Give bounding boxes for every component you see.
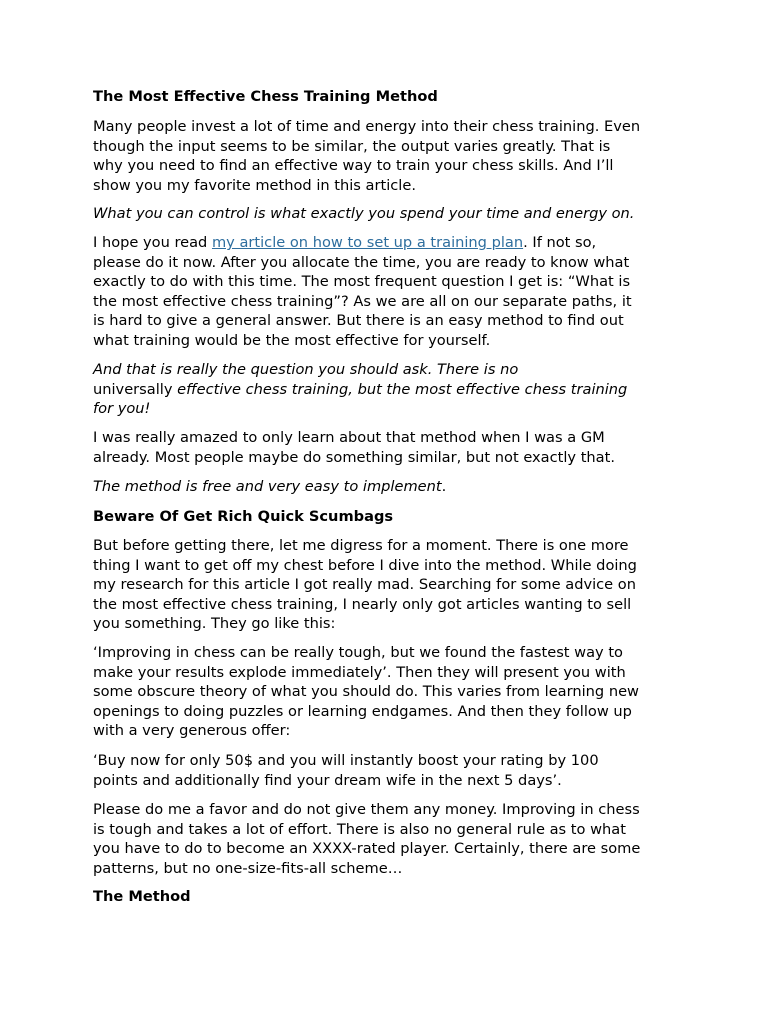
text-line: you have to do to become an XXXX-rated player. Certainly, there are some: [93, 840, 641, 858]
text-segment: effective chess training, but the most effective chess training: [172, 380, 628, 398]
text-line: Please do me a favor and do not give them any money. Improving in chess: [93, 801, 640, 818]
text-line: is tough and takes a lot of effort. There is also no general rule as to what: [93, 820, 626, 838]
text-line: points and additionally find your dream wife in the next 5 days’.: [93, 771, 562, 789]
text-line: Many people invest a lot of time and energy into their chess training. Even: [93, 118, 641, 135]
quote-paragraph: [93, 643, 683, 741]
text-segment: universally: [93, 380, 173, 398]
gm-paragraph: [93, 428, 683, 467]
text-line: is hard to give a general answer. But there is an easy method to find out: [93, 312, 624, 330]
text-line: the most effective chess training”? As we are all on our separate paths, it: [93, 292, 632, 310]
text-line: why you need to find an effective way to train your chess skills. And I’ll: [93, 157, 614, 175]
text-line: what training would be the most effective for yourself.: [93, 331, 491, 349]
text-line: some obscure theory of what you should do. This varies from learning new: [93, 683, 639, 701]
text-line: exactly to do with this time. The most frequent question I get is: “What is: [93, 273, 631, 291]
text-segment: I hope you read: [93, 234, 212, 251]
text-line: [93, 380, 683, 400]
text-line: you something. They go like this:: [93, 615, 336, 633]
digress-paragraph: [93, 536, 683, 634]
text-line: ‘Buy now for only 50$ and you will instantly boost your rating by 100: [93, 752, 599, 769]
text-line: make your results explode immediately’. Then they will present you with: [93, 663, 626, 681]
text-segment: .: [441, 478, 447, 495]
italic-statement: [93, 204, 683, 224]
intro-paragraph: [93, 117, 683, 195]
text-line: ‘Improving in chess can be really tough, but we found the fastest way to: [93, 644, 623, 661]
text-line: show you my favorite method in this article.: [93, 176, 416, 194]
text-line: [93, 233, 683, 253]
section-heading-scumbags: Beware Of Get Rich Quick Scumbags: [93, 508, 394, 525]
offer-paragraph: [93, 751, 683, 790]
text-line: And that is really the question you should ask. There is no: [93, 361, 519, 378]
text-line: though the input seems to be similar, the output varies greatly. That is: [93, 137, 611, 155]
text-line: patterns, but no one-size-fits-all scheme…: [93, 859, 403, 877]
section-heading-method: The Method: [93, 888, 191, 905]
document-title: The Most Effective Chess Training Method: [93, 88, 438, 105]
training-plan-article-link[interactable]: my article on how to set up a training plan: [211, 234, 524, 251]
text-line: please do it now. After you allocate the time, you are ready to know what: [93, 253, 630, 271]
text-line: with a very generous offer:: [93, 722, 291, 740]
text-line: I was really amazed to only learn about that method when I was a GM: [93, 429, 605, 446]
text-segment: The method is free and very easy to implement: [93, 478, 442, 495]
text-line: What you can control is what exactly you spend your time and energy on.: [93, 205, 635, 222]
method-free-paragraph: [93, 477, 683, 497]
favor-paragraph: [93, 800, 683, 878]
text-line: openings to doing puzzles or learning endgames. And then they follow up: [93, 702, 632, 720]
text-line: already. Most people maybe do something similar, but not exactly that.: [93, 448, 615, 466]
text-line: for you!: [93, 400, 151, 418]
italic-question-paragraph: [93, 360, 683, 419]
text-line: the most effective chess training, I nearly only got articles wanting to sell: [93, 595, 632, 613]
text-line: thing I want to get off my chest before I dive into the method. While doing: [93, 556, 637, 574]
text-segment: . If not so,: [523, 234, 597, 251]
text-line: [93, 477, 683, 497]
text-line: But before getting there, let me digress for a moment. There is one more: [93, 537, 629, 554]
training-plan-paragraph: [93, 233, 683, 351]
text-line: my research for this article I got really mad. Searching for some advice on: [93, 576, 636, 594]
